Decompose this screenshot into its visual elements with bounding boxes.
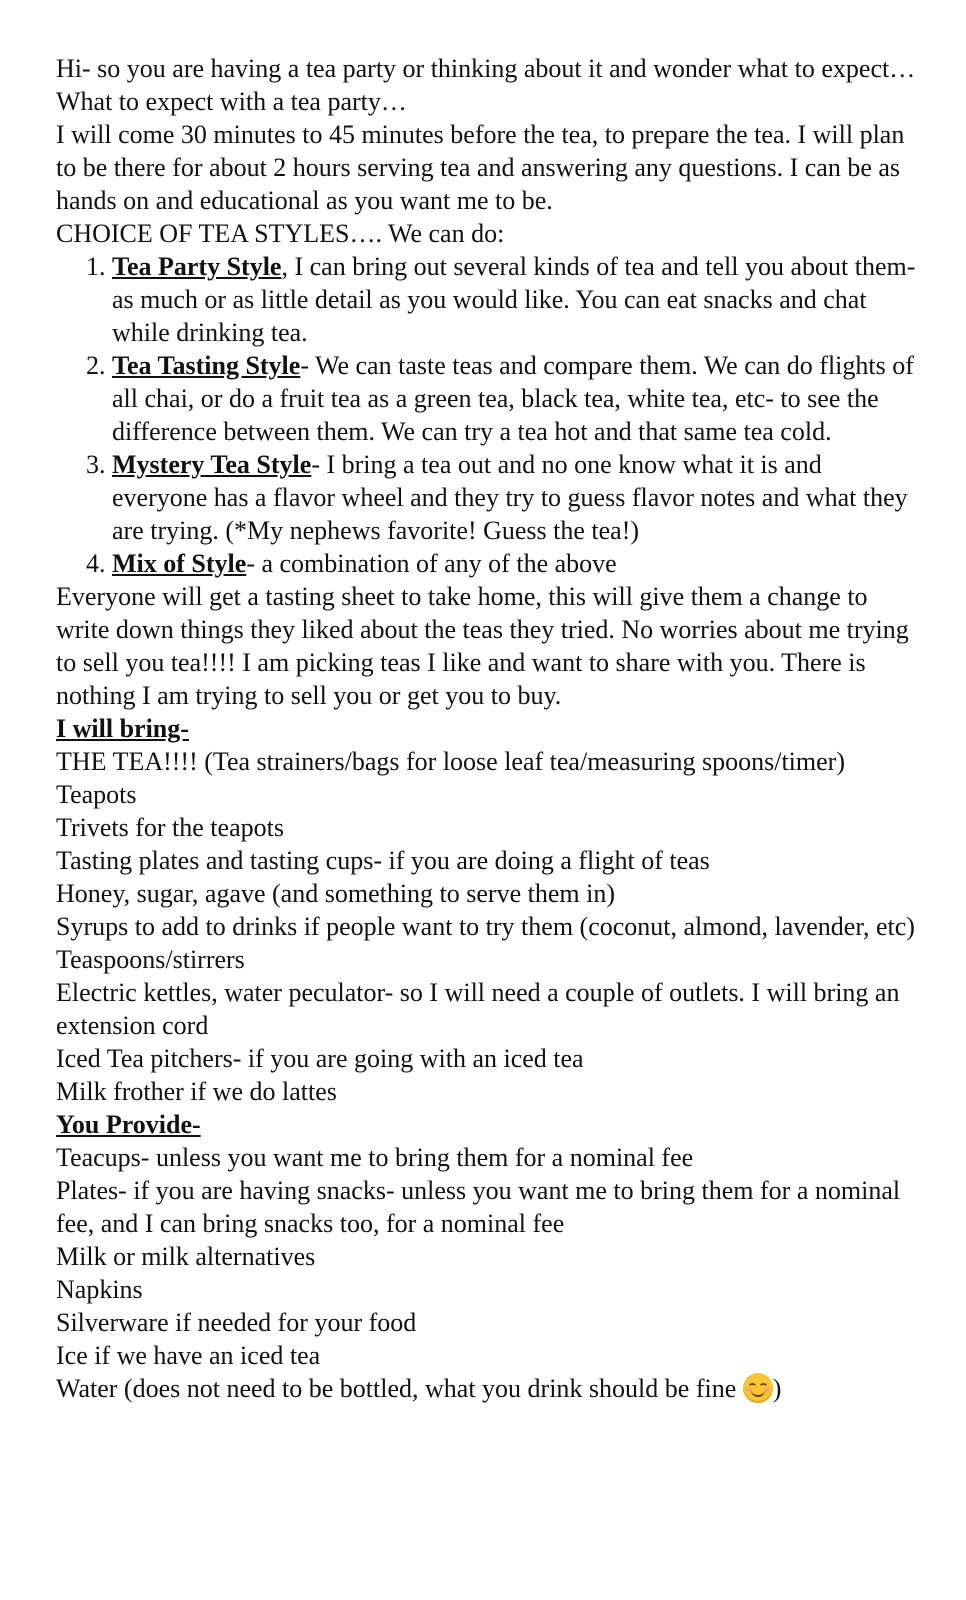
bring-item: Trivets for the teapots (56, 813, 284, 842)
bring-item: Teaspoons/stirrers (56, 945, 245, 974)
bring-item: Teapots (56, 780, 137, 809)
style-description: - a combination of any of the above (246, 549, 617, 578)
provide-item: Teacups- unless you want me to bring them for a nominal fee (56, 1143, 694, 1172)
bring-item: Iced Tea pitchers- if you are going with an iced tea (56, 1044, 584, 1073)
style-title: Mix of Style (112, 549, 247, 578)
document-body (56, 52, 916, 1405)
provide-item-text: ) (772, 1374, 782, 1403)
bring-item: Electric kettles, water peculator- so I will need a couple of outlets. I will bring an extension cord (56, 978, 900, 1040)
style-description: - I bring a tea out and no one know what it is and everyone has a flavor wheel and they try to guess flavor notes and what they are trying. (*My nephews favorite! Guess the tea!) (112, 450, 908, 545)
bring-item: Honey, sugar, agave (and something to serve them in) (56, 879, 615, 908)
provide-item-text: Water (does not need to be bottled, what you drink should be fine (56, 1374, 743, 1403)
list-item (112, 448, 916, 547)
provide-item: Ice if we have an iced tea (56, 1341, 321, 1370)
list-item (112, 349, 916, 448)
tea-styles-list (56, 250, 916, 580)
provide-heading: You Provide- (56, 1110, 201, 1139)
style-title: Mystery Tea Style (112, 450, 312, 479)
provide-item (56, 1372, 916, 1405)
bring-item: THE TEA!!!! (Tea strainers/bags for loose leaf tea/measuring spoons/timer) (56, 747, 845, 776)
list-item (112, 547, 916, 580)
provide-item: Plates- if you are having snacks- unless you want me to bring them for a nominal fee, and I can bring snacks too, for a nominal fee (56, 1176, 901, 1238)
provide-item: Silverware if needed for your food (56, 1308, 417, 1337)
style-title: Tea Party Style (112, 252, 282, 281)
intro-line: What to expect with a tea party… (56, 87, 407, 116)
intro-line: Hi- so you are having a tea party or thinking about it and wonder what to expect… (56, 54, 916, 83)
provide-item: Milk or milk alternatives (56, 1242, 316, 1271)
style-description: - We can taste teas and compare them. We can do flights of all chai, or do a fruit tea as a green tea, black tea, white tea, etc- to see the difference between them. We can try a tea hot and that same tea cold. (112, 351, 914, 446)
bring-item: Milk frother if we do lattes (56, 1077, 337, 1106)
bring-item: Tasting plates and tasting cups- if you are doing a flight of teas (56, 846, 710, 875)
style-description: , I can bring out several kinds of tea and tell you about them- as much or as little detail as you would like. You can eat snacks and chat while drinking tea. (112, 252, 916, 347)
tea-styles-heading: CHOICE OF TEA STYLES…. We can do: (56, 219, 505, 248)
tasting-sheet-paragraph: Everyone will get a tasting sheet to take home, this will give them a change to write down things they liked about the teas they tried. No worries about me trying to sell you tea!!!! I am picking teas I like and want to share with you. There is nothing I am trying to sell you or get you to buy. (56, 582, 909, 710)
style-title: Tea Tasting Style (112, 351, 301, 380)
provide-item: Napkins (56, 1275, 143, 1304)
list-item (112, 250, 916, 349)
bring-heading: I will bring- (56, 714, 189, 743)
intro-line: I will come 30 minutes to 45 minutes before the tea, to prepare the tea. I will plan to be there for about 2 hours serving tea and answering any questions. I can be as hands on and educational as you want me to be. (56, 120, 905, 215)
bring-item: Syrups to add to drinks if people want to try them (coconut, almond, lavender, etc) (56, 912, 915, 941)
smiling-face-icon (743, 1373, 773, 1403)
